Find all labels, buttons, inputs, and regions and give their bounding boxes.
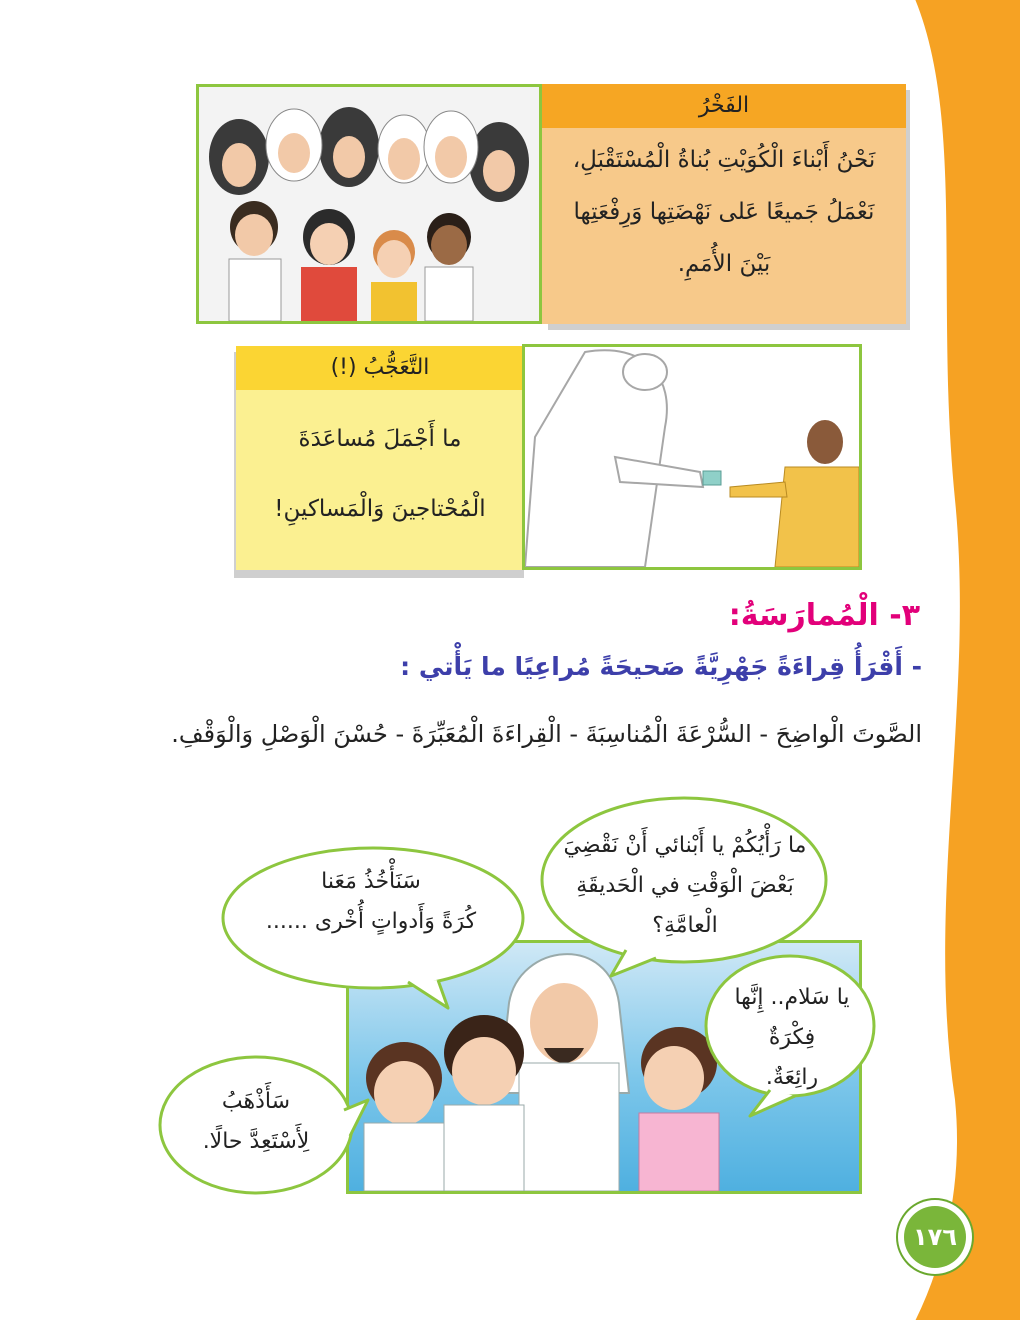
wonder-line-2: الْمُحْتاجينَ وَالْمَساكينِ! [274, 496, 486, 522]
boy-prepare-line-1: سَأَذْهَبُ [221, 1089, 291, 1114]
girl-line-1: يا سَلام.. إِنَّها فِكْرَةٌ [734, 985, 850, 1050]
boy-prepare-speech-text [168, 1082, 344, 1162]
wonder-card-body [236, 390, 524, 544]
wonder-line-1: ما أَجْمَلَ مُساعَدَةَ [298, 426, 462, 452]
pride-card [542, 84, 906, 324]
family-group-image [199, 87, 539, 321]
page-number-inner-circle [904, 1206, 966, 1268]
father-speech-text [560, 826, 810, 946]
father-line-2: بَعْضَ الْوَقْتِ في الْحَديقَةِ الْعامَّةِ؟ [576, 873, 794, 938]
pride-line-1: نَحْنُ أَبْناءَ الْكُوَيْتِ بُناةُ الْمُسْتَقْبَلِ، [572, 147, 876, 173]
charity-illustration [522, 344, 862, 570]
wonder-card-title: التَّعَجُّبُ (!) [236, 346, 524, 390]
pride-line-3: بَيْنَ الأُمَمِ. [677, 251, 771, 277]
girl-line-2: رائِعَةٌ. [765, 1065, 819, 1090]
practice-criteria: الصَّوتَ الْواضِحَ - السُّرْعَةَ الْمُناسِبَةَ - الْقِراءَةَ الْمُعَبِّرَةَ - حُسْنَ الْوَصْلِ وَالْوَقْفِ. [171, 720, 922, 748]
boy-prepare-line-2: لِأَسْتَعِدَّ حالًا. [202, 1129, 310, 1154]
family-illustration [196, 84, 542, 324]
father-line-1: ما رَأْيُكُمْ يا أَبْنائي أَنْ نَقْضِيَ [563, 833, 807, 858]
pride-card-body [542, 128, 906, 290]
page-number-badge [898, 1200, 972, 1274]
boy-equipment-speech-text [236, 862, 506, 942]
practice-instruction: - أَقْرَأُ قِراءَةً جَهْرِيَّةً صَحيحَةً مُراعِيًا ما يَأْتي : [400, 652, 922, 681]
pride-card-title: الفَخْرُ [542, 84, 906, 128]
boy-equipment-line-1: سَنَأْخُذُ مَعَنا [321, 869, 421, 894]
charity-image [525, 347, 859, 567]
page-number: ١٧٦ [913, 1223, 957, 1251]
boy-equipment-line-2: كُرَةً وَأَدواتٍ أُخْرى ...... [265, 909, 477, 934]
pride-line-2: نَعْمَلُ جَميعًا عَلى نَهْضَتِها وَرِفْعَتِها [573, 199, 875, 225]
practice-heading: ٣- الْمُمارَسَةُ: [728, 598, 920, 633]
girl-speech-text [712, 978, 872, 1098]
wonder-card [236, 346, 524, 570]
